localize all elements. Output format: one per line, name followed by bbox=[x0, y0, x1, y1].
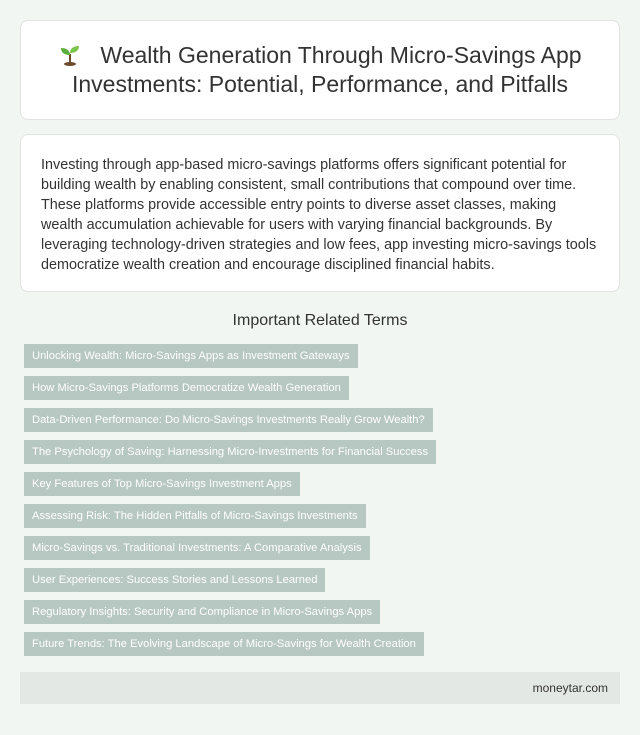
footer bbox=[20, 672, 620, 704]
related-term-link[interactable]: How Micro-Savings Platforms Democratize Wealth Generation bbox=[24, 376, 349, 400]
related-term-link[interactable]: User Experiences: Success Stories and Lessons Learned bbox=[24, 568, 325, 592]
related-term-link[interactable]: Key Features of Top Micro-Savings Investment Apps bbox=[24, 472, 300, 496]
related-term-link[interactable]: Regulatory Insights: Security and Compliance in Micro-Savings Apps bbox=[24, 600, 380, 624]
page-title-text: Wealth Generation Through Micro-Savings App Investments: Potential, Performance, and Pitfalls bbox=[71, 42, 582, 97]
summary-card bbox=[20, 134, 620, 292]
sprout-icon bbox=[58, 42, 82, 66]
related-term-link[interactable]: Data-Driven Performance: Do Micro-Savings Investments Really Grow Wealth? bbox=[24, 408, 433, 432]
related-term-link[interactable]: Assessing Risk: The Hidden Pitfalls of Micro-Savings Investments bbox=[24, 504, 366, 528]
related-term-link[interactable]: Future Trends: The Evolving Landscape of Micro-Savings for Wealth Creation bbox=[24, 632, 424, 656]
summary-text: Investing through app-based micro-savings platforms offers significant potential for building wealth by enabling consistent, small contributions that compound over time. These platforms provide accessible entry points to diverse asset classes, making wealth accumulation achievable for users with varying financial backgrounds. By leveraging technology-driven strategies and low fees, app investing micro-savings tools democratize wealth creation and encourage disciplined financial habits. bbox=[41, 157, 597, 273]
related-terms-list bbox=[24, 344, 620, 664]
related-terms-heading: Important Related Terms bbox=[232, 312, 408, 329]
footer-site-link[interactable]: moneytar.com bbox=[532, 681, 608, 695]
related-term-link[interactable]: Unlocking Wealth: Micro-Savings Apps as Investment Gateways bbox=[24, 344, 358, 368]
page-title bbox=[21, 41, 619, 99]
related-term-link[interactable]: The Psychology of Saving: Harnessing Micro-Investments for Financial Success bbox=[24, 440, 436, 464]
related-term-link[interactable]: Micro-Savings vs. Traditional Investments: A Comparative Analysis bbox=[24, 536, 370, 560]
title-card bbox=[20, 20, 620, 120]
